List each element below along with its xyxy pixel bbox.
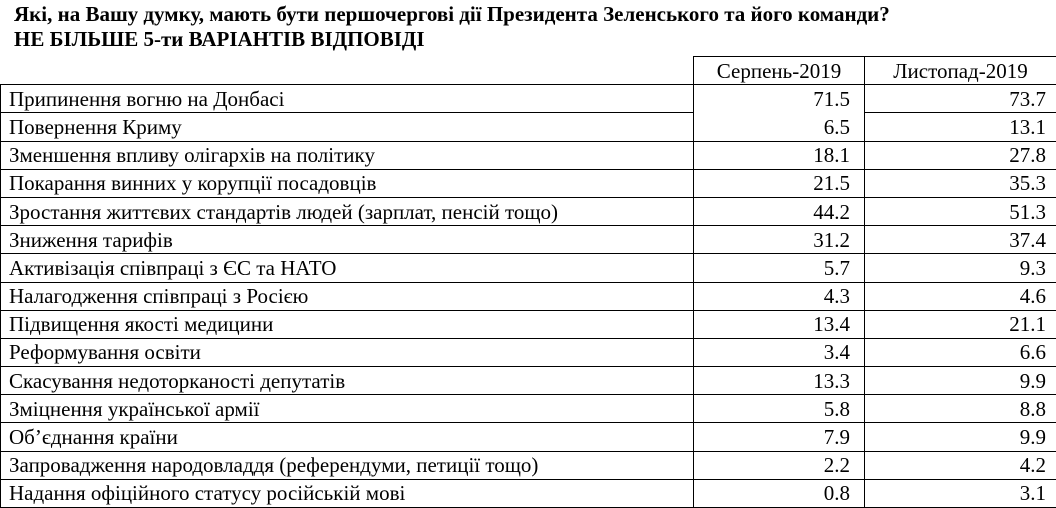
table-row: [1, 169, 1056, 197]
row-label: Зміцнення української армії: [1, 395, 694, 423]
table-row: [1, 113, 1056, 141]
column-header-nov-2019: Листопад-2019: [865, 57, 1056, 85]
table-row: [1, 85, 1056, 113]
value-aug-2019: 71.5: [694, 85, 865, 113]
row-label: Надання офіційного статусу російській мові: [1, 479, 694, 507]
value-nov-2019: 73.7: [865, 85, 1056, 113]
row-label: Налагодження співпраці з Росією: [1, 282, 694, 310]
row-label: Припинення вогню на Донбасі: [1, 85, 694, 113]
answer-instruction: НЕ БІЛЬШЕ 5-ти ВАРІАНТІВ ВІДПОВІДІ: [14, 27, 1054, 52]
table-row: [1, 395, 1056, 423]
table-row: [1, 254, 1056, 282]
table-body: [1, 85, 1056, 508]
row-label: Підвищення якості медицини: [1, 310, 694, 338]
table-row: [1, 479, 1056, 507]
value-aug-2019: 13.3: [694, 367, 865, 395]
row-label: Скасування недоторканості депутатів: [1, 367, 694, 395]
header-empty-cell: [1, 57, 694, 85]
value-aug-2019: 4.3: [694, 282, 865, 310]
value-nov-2019: 4.6: [865, 282, 1056, 310]
row-label: Об’єднання країни: [1, 423, 694, 451]
value-aug-2019: 2.2: [694, 451, 865, 479]
row-label: Зниження тарифів: [1, 226, 694, 254]
row-label: Запровадження народовладдя (референдуми, петиції тощо): [1, 451, 694, 479]
value-nov-2019: 8.8: [865, 395, 1056, 423]
value-aug-2019: 0.8: [694, 479, 865, 507]
value-aug-2019: 3.4: [694, 338, 865, 366]
table-row: [1, 141, 1056, 169]
row-label: Покарання винних у корупції посадовців: [1, 169, 694, 197]
table-row: [1, 423, 1056, 451]
table-row: [1, 282, 1056, 310]
value-aug-2019: 31.2: [694, 226, 865, 254]
table-row: [1, 451, 1056, 479]
row-label: Зростання життєвих стандартів людей (зарплат, пенсій тощо): [1, 197, 694, 225]
value-nov-2019: 27.8: [865, 141, 1056, 169]
value-nov-2019: 37.4: [865, 226, 1056, 254]
value-nov-2019: 4.2: [865, 451, 1056, 479]
value-aug-2019: 18.1: [694, 141, 865, 169]
row-label: Повернення Криму: [1, 113, 694, 141]
results-table: [0, 56, 1056, 508]
value-aug-2019: 13.4: [694, 310, 865, 338]
value-nov-2019: 6.6: [865, 338, 1056, 366]
value-nov-2019: 35.3: [865, 169, 1056, 197]
table-row: [1, 367, 1056, 395]
table-row: [1, 338, 1056, 366]
value-aug-2019: 6.5: [694, 113, 865, 141]
value-nov-2019: 13.1: [865, 113, 1056, 141]
value-aug-2019: 44.2: [694, 197, 865, 225]
value-nov-2019: 9.9: [865, 367, 1056, 395]
table-row: [1, 197, 1056, 225]
row-label: Активізація співпраці з ЄС та НАТО: [1, 254, 694, 282]
value-nov-2019: 21.1: [865, 310, 1056, 338]
value-nov-2019: 9.3: [865, 254, 1056, 282]
column-header-aug-2019: Серпень-2019: [694, 57, 865, 85]
value-aug-2019: 5.8: [694, 395, 865, 423]
value-aug-2019: 7.9: [694, 423, 865, 451]
table-header-row: [1, 57, 1056, 85]
value-aug-2019: 21.5: [694, 169, 865, 197]
value-nov-2019: 51.3: [865, 197, 1056, 225]
table-row: [1, 226, 1056, 254]
value-nov-2019: 3.1: [865, 479, 1056, 507]
question-text: Які, на Вашу думку, мають бути першочергові дії Президента Зеленського та його команди?: [14, 2, 1054, 27]
row-label: Зменшення впливу олігархів на політику: [1, 141, 694, 169]
value-aug-2019: 5.7: [694, 254, 865, 282]
question-title: [14, 2, 1054, 52]
value-nov-2019: 9.9: [865, 423, 1056, 451]
table-row: [1, 310, 1056, 338]
row-label: Реформування освіти: [1, 338, 694, 366]
